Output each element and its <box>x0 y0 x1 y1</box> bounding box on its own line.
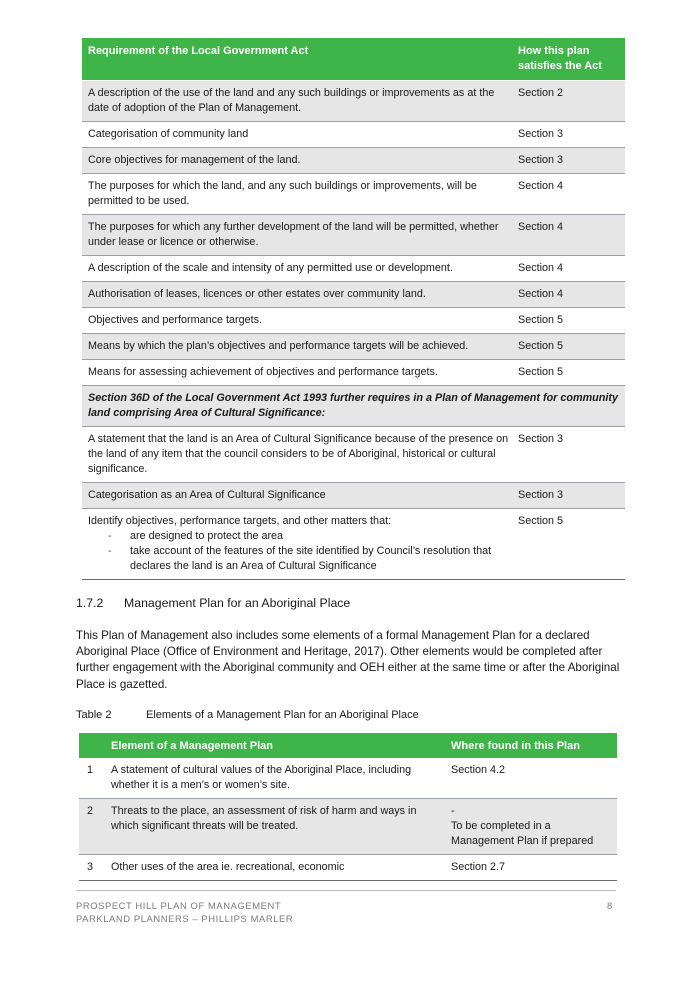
section-number: 1.7.2 <box>76 596 104 610</box>
table-header <box>79 733 617 758</box>
table-row: Means for assessing achievement of objectives and performance targets. Section 5 <box>82 360 625 386</box>
table-row: Authorisation of leases, licences or other estates over community land. Section 4 <box>82 282 625 308</box>
table-row: A description of the scale and intensity of any permitted use or development. Section 4 <box>82 256 625 282</box>
footer <box>76 900 293 925</box>
header-element: Element of a Management Plan <box>111 739 273 752</box>
table-row: Means by which the plan’s objectives and performance targets will be achieved. Section 5 <box>82 334 625 360</box>
table-row: A description of the use of the land and any such buildings or improvements as at the date of adoption of the Plan of Management. Section 2 <box>82 81 625 122</box>
footer-line2: PARKLAND PLANNERS – PHILLIPS MARLER <box>76 912 294 924</box>
dash-bullet: - <box>108 530 112 542</box>
dash-bullet: - <box>108 545 112 557</box>
list-item: - take account of the features of the site identified by Council’s resolution that declares the land is an Area of Cultural Significance <box>88 544 512 574</box>
row-intro: Identify objectives, performance targets, and other matters that: <box>88 515 392 527</box>
footer-divider <box>76 890 616 891</box>
table-row: 3 Other uses of the area ie. recreational, economic Section 2.7 <box>79 855 617 881</box>
caption-title: Elements of a Management Plan for an Aboriginal Place <box>146 709 419 721</box>
footer-line1: PROSPECT HILL PLAN OF MANAGEMENT <box>76 900 282 911</box>
table-caption <box>76 709 419 721</box>
section-title: Management Plan for an Aboriginal Place <box>124 596 351 610</box>
section-36d-row: Section 36D of the Local Government Act 1993 further requires in a Plan of Management for community land comprising Area of Cultural Significance: <box>82 386 625 427</box>
table-row: The purposes for which any further development of the land will be permitted, whether under lease or licence or otherwise. Section 4 <box>82 215 625 256</box>
table-row: 2 Threats to the place, an assessment of risk of harm and ways in which significant threats will be treated. - To be completed in a Management Plan if prepared <box>79 799 617 855</box>
page-number: 8 <box>607 900 613 911</box>
list-item: - are designed to protect the area <box>88 529 512 544</box>
header-requirement: Requirement of the Local Government Act <box>88 45 309 57</box>
section-heading <box>76 596 350 610</box>
requirements-table <box>82 38 625 580</box>
table-row: 1 A statement of cultural values of the Aboriginal Place, including whether it is a men’s or women’s site. Section 4.2 <box>79 758 617 799</box>
table-row: Objectives and performance targets. Section 5 <box>82 308 625 334</box>
header-how-satisfied: How this plan satisfies the Act <box>518 45 602 72</box>
table-row: The purposes for which the land, and any such buildings or improvements, will be permitted to be used. Section 4 <box>82 174 625 215</box>
body-paragraph: This Plan of Management also includes some elements of a formal Management Plan for a declared Aboriginal Place (Office of Environment and Heritage, 2017). Other elements would be completed after further engagement with the Aboriginal community and OEH either at the same time or after the Aboriginal Place is gazetted. <box>76 629 620 691</box>
table-row: Identify objectives, performance targets, and other matters that: - are designed to protect the area - take account of the features of the site identified by Council’s resolution that declares the land is an Area of Cultural Significance Section 5 <box>82 509 625 580</box>
table-row: A statement that the land is an Area of Cultural Significance because of the presence on the land of any item that the council considers to be of Aboriginal, historical or cultural significance. Section 3 <box>82 427 625 483</box>
header-where-found: Where found in this Plan <box>451 739 580 752</box>
elements-table <box>79 733 617 881</box>
table-header <box>82 38 625 81</box>
table-row: Categorisation of community land Section 3 <box>82 122 625 148</box>
table-row: Core objectives for management of the land. Section 3 <box>82 148 625 174</box>
caption-label: Table 2 <box>76 709 112 721</box>
table-row: Categorisation as an Area of Cultural Significance Section 3 <box>82 483 625 509</box>
